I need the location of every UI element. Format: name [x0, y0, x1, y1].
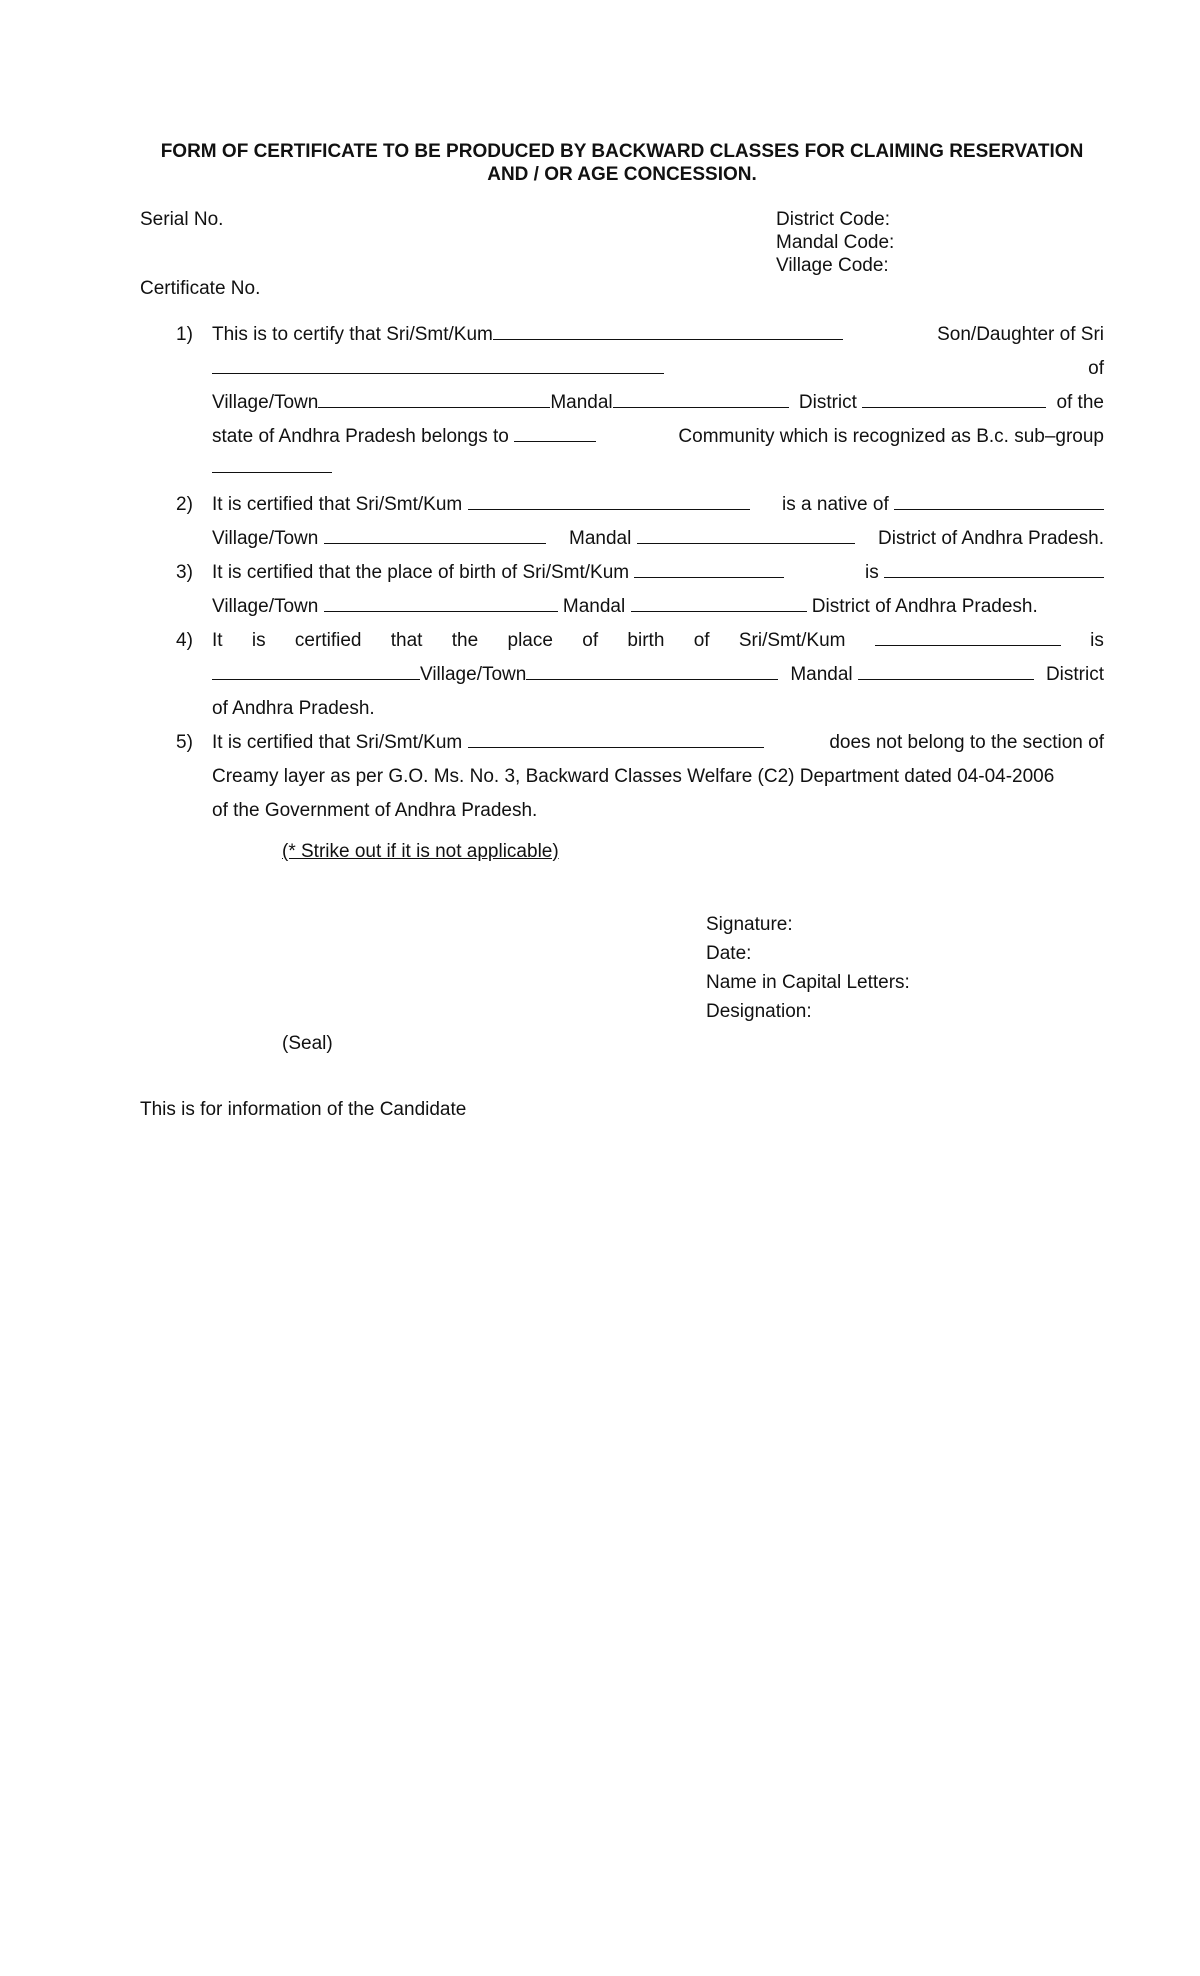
clause-text: It [212, 630, 223, 651]
certificate-no-label: Certificate No. [140, 278, 261, 299]
clause-text: Son/Daughter of Sri [937, 324, 1104, 345]
clause-text: is a native of [782, 494, 889, 515]
clause-4 [140, 624, 1104, 726]
form-title-line-1: FORM OF CERTIFICATE TO BE PRODUCED BY BACKWARD CLASSES FOR CLAIMING RESERVATION [160, 141, 1084, 162]
community-blank[interactable] [514, 423, 596, 442]
clause-text: does not belong to the section of [829, 732, 1104, 753]
clause-text: It is certified that Sri/Smt/Kum [212, 494, 463, 515]
clause-1 [140, 318, 1104, 488]
clause-text: of [582, 630, 599, 651]
clause-text: This is to certify that Sri/Smt/Kum [212, 324, 493, 345]
clause-number: 1) [176, 324, 193, 345]
certificate-clauses [140, 318, 1104, 828]
clause-text: of [693, 630, 710, 651]
clause-text: that [390, 630, 423, 651]
mandal-code-label: Mandal Code: [776, 232, 895, 253]
form-title-line-2: AND / OR AGE CONCESSION. [487, 164, 757, 185]
clause-text: Mandal [550, 392, 613, 413]
clause-text: Village/Town [212, 528, 319, 549]
clause-text: Mandal [562, 596, 626, 617]
clause-text: birth [627, 630, 665, 651]
clause-text: District of Andhra Pradesh. [878, 528, 1104, 549]
clause-number: 4) [176, 630, 193, 651]
clause-text: Village/Town [212, 392, 319, 413]
district-code-label: District Code: [776, 209, 891, 230]
name-blank[interactable] [634, 559, 784, 578]
signature-label: Signature: [706, 914, 793, 935]
clause-text: of the [1056, 392, 1104, 413]
clause-text: of Andhra Pradesh. [212, 698, 375, 719]
village-blank[interactable] [324, 525, 546, 544]
clause-number: 2) [176, 494, 193, 515]
clause-number: 5) [176, 732, 193, 753]
clause-text: is [864, 562, 879, 583]
clause-text: state of Andhra Pradesh belongs to [212, 426, 509, 447]
birthplace-blank[interactable] [212, 661, 420, 680]
clause-text: District [1045, 664, 1104, 685]
clause-text: District of Andhra Pradesh. [811, 596, 1038, 617]
birthplace-blank[interactable] [884, 559, 1104, 578]
name-blank[interactable] [468, 491, 750, 510]
clause-text: It is certified that the place of birth of Sri/Smt/Kum [212, 562, 630, 583]
clause-text: Village/Town [212, 596, 319, 617]
clause-text: of [1088, 358, 1104, 379]
name-blank[interactable] [493, 321, 843, 340]
clause-number: 3) [176, 562, 193, 583]
strike-out-note: (* Strike out if it is not applicable) [282, 841, 559, 862]
clause-text: of the Government of Andhra Pradesh. [212, 800, 538, 821]
clause-text: place [507, 630, 553, 651]
clause-text: Village/Town [420, 664, 527, 685]
clause-text: Community which is recognized as B.c. sub–group [678, 426, 1104, 447]
sub-group-blank[interactable] [212, 454, 332, 473]
village-blank[interactable] [324, 593, 558, 612]
village-code-label: Village Code: [776, 255, 889, 276]
clause-text: is [1090, 630, 1104, 651]
codes-block [776, 208, 894, 277]
designation-label: Designation: [706, 1001, 812, 1022]
father-name-blank[interactable] [212, 355, 664, 374]
village-blank[interactable] [318, 389, 550, 408]
district-blank[interactable] [862, 389, 1046, 408]
clause-text: Mandal [790, 664, 853, 685]
clause-3 [140, 556, 1104, 624]
mandal-blank[interactable] [613, 389, 789, 408]
name-blank[interactable] [468, 729, 764, 748]
form-title [140, 140, 1104, 186]
serial-no-label: Serial No. [140, 209, 224, 230]
footer-note: This is for information of the Candidate [140, 1099, 467, 1120]
mandal-blank[interactable] [631, 593, 807, 612]
date-label: Date: [706, 943, 752, 964]
signature-block [706, 910, 910, 1026]
mandal-blank[interactable] [858, 661, 1034, 680]
clause-text: certified [294, 630, 362, 651]
clause-text: Mandal [569, 528, 632, 549]
seal-label: (Seal) [282, 1033, 333, 1054]
clause-text: District [798, 392, 857, 413]
native-blank[interactable] [894, 491, 1104, 510]
clause-text: the [451, 630, 479, 651]
clause-5 [140, 726, 1104, 828]
clause-text: Sri/Smt/Kum [738, 630, 846, 651]
name-capital-label: Name in Capital Letters: [706, 972, 910, 993]
clause-text: It is certified that Sri/Smt/Kum [212, 732, 463, 753]
name-blank[interactable] [875, 627, 1061, 646]
mandal-blank[interactable] [637, 525, 855, 544]
clause-2 [140, 488, 1104, 556]
clause-text: is [251, 630, 266, 651]
village-blank[interactable] [526, 661, 778, 680]
clause-text: Creamy layer as per G.O. Ms. No. 3, Backward Classes Welfare (C2) Department dated 04-04-2006 [212, 766, 1055, 787]
